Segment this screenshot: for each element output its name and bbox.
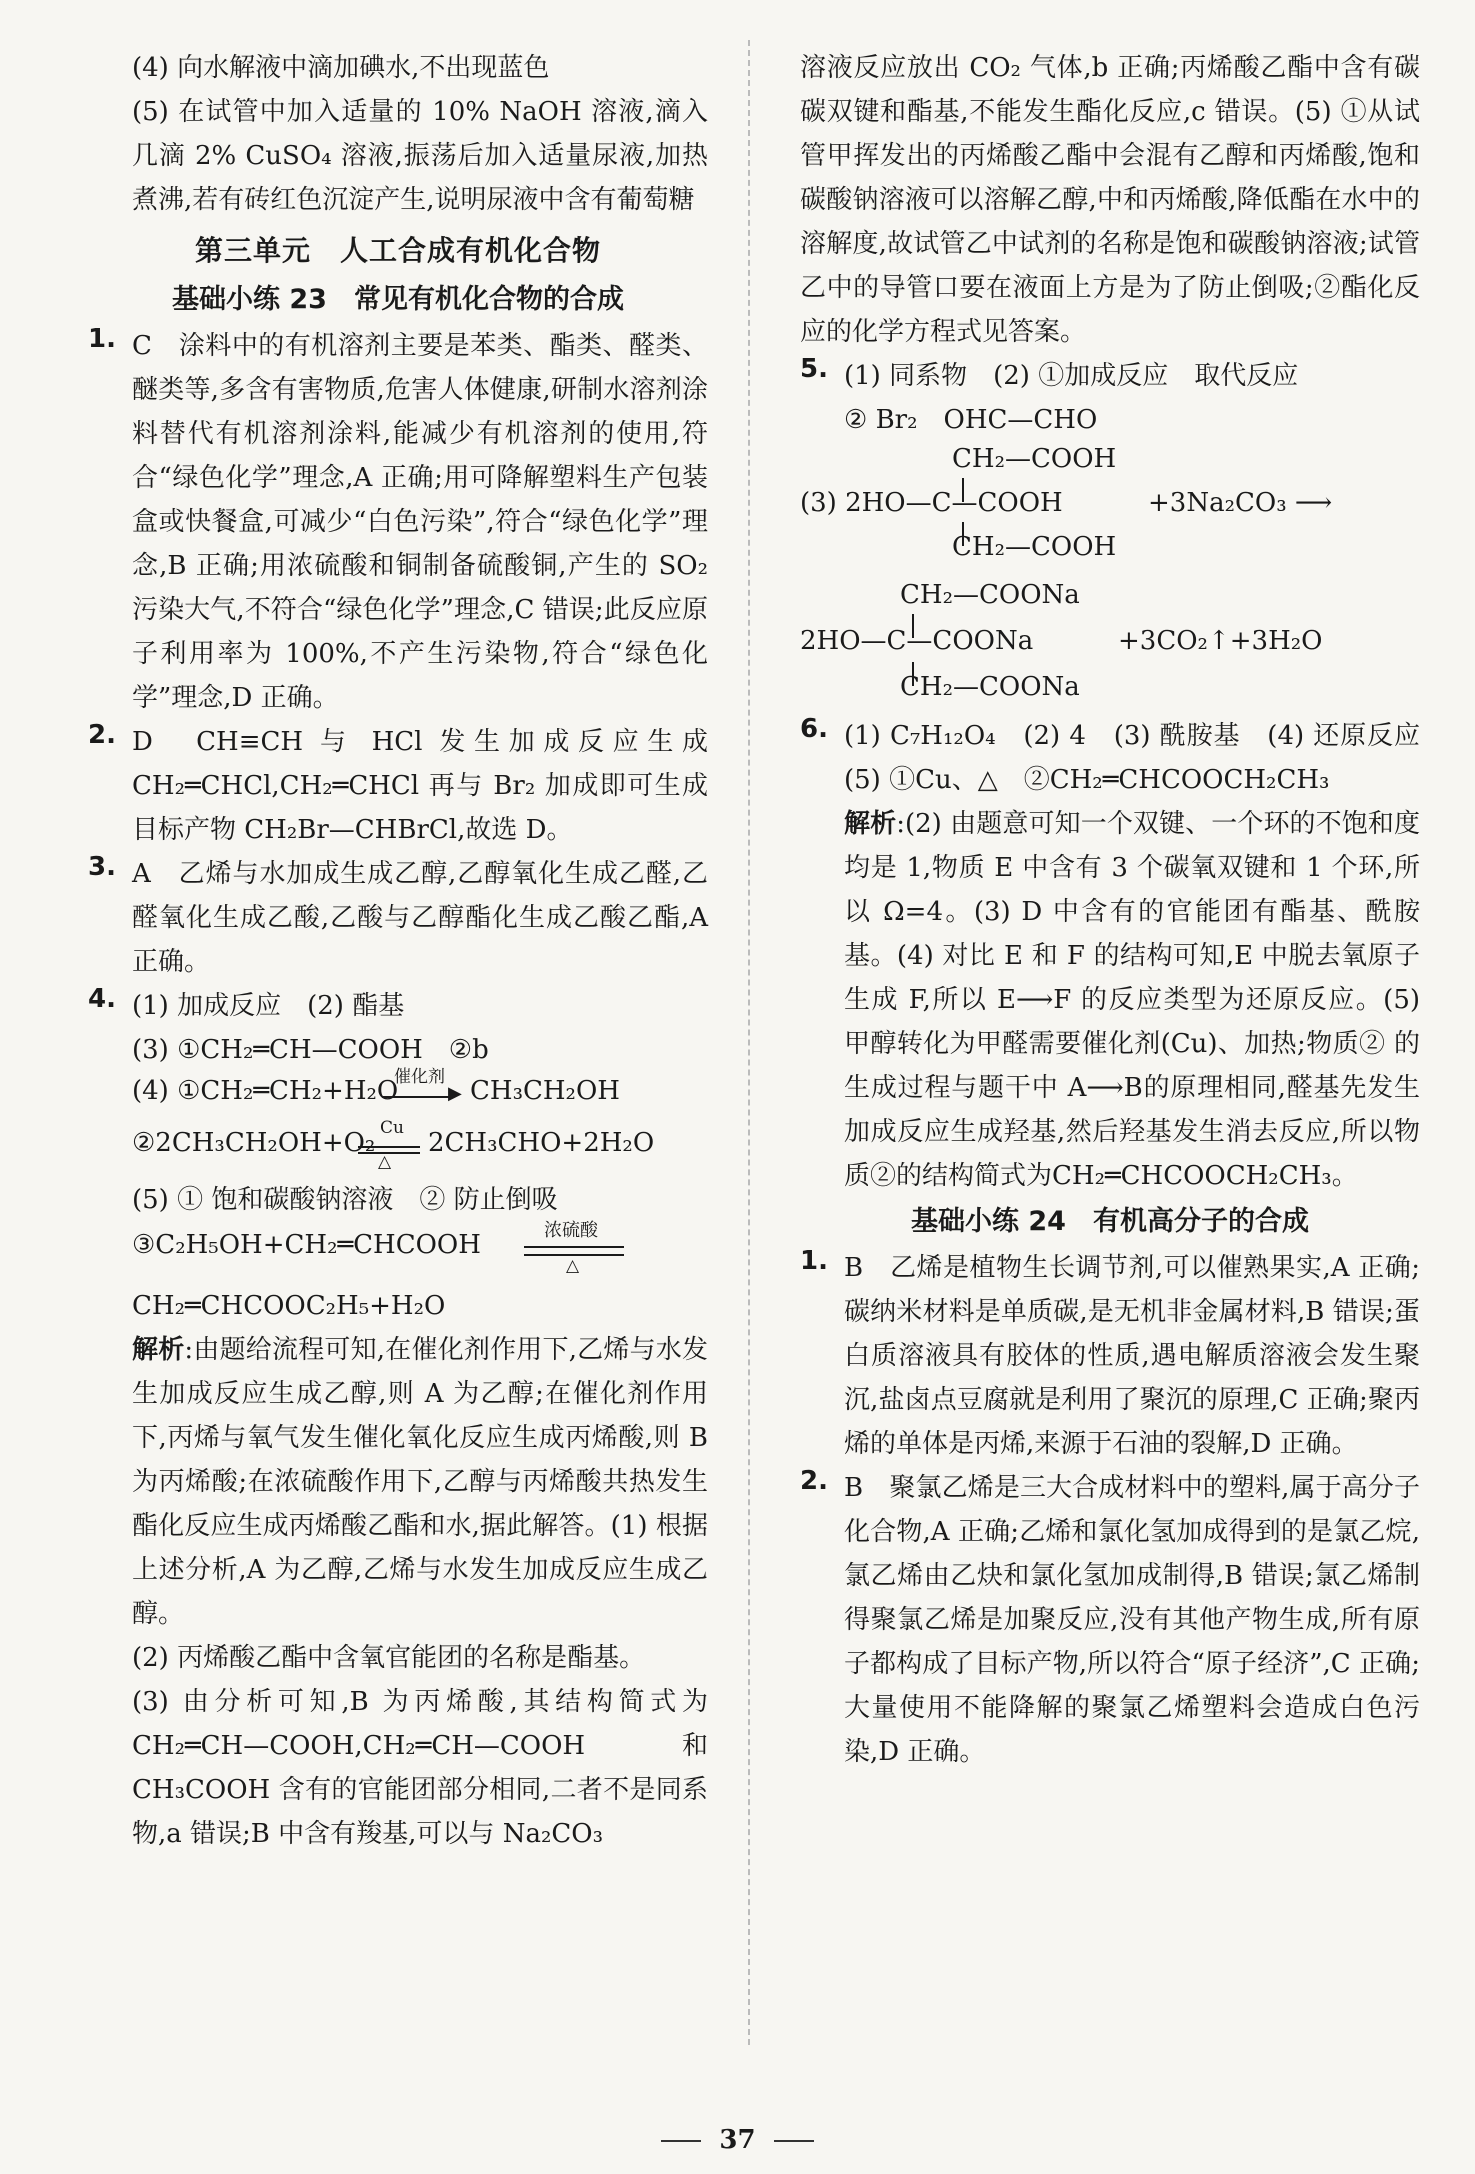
formula-middle-right: +3Na₂CO₃ ⟶	[1148, 488, 1333, 518]
prev-answer-4: (4) 向水解液中滴加碘水,不出现蓝色	[132, 53, 550, 83]
answer-number: 1.	[88, 324, 116, 354]
equation-products: 2CH₃CHO+2H₂O	[428, 1128, 655, 1158]
equation-ethanol	[132, 1067, 708, 1122]
right-column	[800, 46, 1447, 1774]
section-title-24: 基础小练 24 有机高分子的合成	[911, 1206, 1309, 1237]
equation-reactants: ②2CH₃CH₂OH+O₂	[132, 1128, 376, 1158]
reaction-condition: △	[566, 1256, 580, 1276]
answer-line: ② Br₂ OHC—CHO	[844, 405, 1098, 435]
answer-number: 2.	[88, 720, 116, 750]
formula-middle-right: +3CO₂↑+3H₂O	[1118, 626, 1323, 656]
analysis-text: (3) 由分析可知,B 为丙烯酸,其结构简式为 CH₂═CH—COOH,CH₂═CH—COOH 和 CH₃COOH 含有的官能团部分相同,二者不是同系物,a 错误;B 中含有羧基,可以与 Na₂CO₃	[132, 1687, 708, 1849]
page-number-dash	[774, 2140, 814, 2142]
page-number-dash	[661, 2140, 701, 2142]
formula-bottom: CH₂—COOH	[952, 532, 1117, 562]
reaction-condition: Cu	[380, 1118, 404, 1138]
formula-middle: 2HO—C—COONa	[800, 626, 1034, 656]
equation-esterification	[132, 1222, 708, 1284]
answer-2	[88, 720, 708, 852]
answer-number: 6.	[800, 714, 828, 744]
reaction-condition: 催化剂	[394, 1067, 445, 1087]
page-number: 37	[0, 2125, 1475, 2155]
formula-middle: (3) 2HO—C—COOH	[800, 488, 1063, 518]
formula-top: CH₂—COONa	[900, 580, 1080, 610]
answer-line: (5) ① 饱和碳酸钠溶液 ② 防止倒吸	[132, 1185, 558, 1215]
answer-text: (1) C₇H₁₂O₄ (2) 4 (3) 酰胺基 (4) 还原反应 (5) ①Cu、△ ②CH₂═CHCOOCH₂CH₃	[844, 721, 1447, 795]
answer-number: 2.	[800, 1466, 828, 1496]
analysis-text: 解析:由题给流程可知,在催化剂作用下,乙烯与水发生加成反应生成乙醇,则 A 为乙醇;在催化剂作用下,丙烯与氧气发生催化氧化反应生成丙烯酸,则 B 为丙烯酸;在浓硫酸作用下,乙醇与丙烯酸共热发生酯化反应生成丙烯酸乙酯和水,据此解答。(1) 根据上述分析,A 为乙醇,乙烯与水发生加成反应生成乙醇。	[132, 1335, 708, 1629]
answer-b1	[800, 1246, 1420, 1466]
section-title-23: 基础小练 23 常见有机化合物的合成	[172, 284, 624, 315]
reaction-condition: △	[378, 1152, 392, 1172]
answer-6	[800, 714, 1447, 1198]
arrow-head: ▶	[448, 1083, 462, 1104]
answer-number: 4.	[88, 984, 116, 1014]
reaction-condition: 浓硫酸	[544, 1220, 598, 1241]
reaction-arrow	[524, 1246, 624, 1248]
answer-line: CH₂═CHCOOC₂H₅+H₂O	[132, 1291, 446, 1321]
continued-analysis: 溶液反应放出 CO₂ 气体,b 正确;丙烯酸乙酯中含有碳碳双键和酯基,不能发生酯化反应,c 错误。(5) ①从试管甲挥发出的丙烯酸乙酯中会混有乙醇和丙烯酸,饱和碳酸钠溶液可以溶解乙醇,中和丙烯酸,降低酯在水中的溶解度,故试管乙中试剂的名称是饱和碳酸钠溶液;试管乙中的导管口要在液面上方是为了防止倒吸;②酯化反应的化学方程式见答案。	[800, 53, 1420, 347]
formula-bottom: CH₂—COONa	[900, 672, 1080, 702]
structural-formula-product	[800, 578, 1420, 714]
answer-text: B 乙烯是植物生长调节剂,可以催熟果实,A 正确;碳纳米材料是单质碳,是无机非金属材料,B 错误;蛋白质溶液具有胶体的性质,遇电解质溶液会发生聚沉,盐卤点豆腐就是利用了聚沉的原理,C 正确;聚丙烯的单体是丙烯,来源于石油的裂解,D 正确。	[844, 1253, 1420, 1459]
analysis-label: 解析	[844, 809, 897, 839]
equation-reactants: (4) ①CH₂═CH₂+H₂O	[132, 1076, 399, 1106]
answer-line: (1) 加成反应 (2) 酯基	[132, 991, 405, 1021]
analysis-label: 解析	[132, 1335, 185, 1365]
answer-number: 5.	[800, 354, 828, 384]
formula-top: CH₂—COOH	[952, 444, 1117, 474]
analysis-text: 解析:(2) 由题意可知一个双键、一个环的不饱和度均是 1,物质 E 中含有 3 个碳氧双键和 1 个环,所以 Ω=4。(3) D 中含有的官能团有酯基、酰胺基。(4) 对比 E 和 F 的结构可知,E 中脱去氧原子生成 F,所以 E⟶F 的反应类型为还原反应。(5) 甲醇转化为甲醛需要催化剂(Cu)、加热;物质② 的生成过程与题干中 A⟶B的原理相同,醛基先发生加成反应生成羟基,然后羟基发生消去反应,所以物质②的结构简式为CH₂═CHCOOCH₂CH₃。	[844, 809, 1420, 1191]
answer-b2	[800, 1466, 1420, 1774]
column-divider	[748, 40, 750, 2045]
equation-acetaldehyde	[132, 1118, 708, 1178]
answer-text: D CH≡CH 与 HCl 发生加成反应生成 CH₂═CHCl,CH₂═CHCl 再与 Br₂ 加成即可生成目标产物 CH₂Br—CHBrCl,故选 D。	[132, 727, 708, 845]
prev-answer-5: (5) 在试管中加入适量的 10% NaOH 溶液,滴入几滴 2% CuSO₄ 溶液,振荡后加入适量尿液,加热煮沸,若有砖红色沉淀产生,说明尿液中含有葡萄糖	[132, 97, 708, 215]
structural-formula-reactant	[800, 442, 1420, 572]
answer-5	[800, 354, 1420, 714]
answer-3	[88, 852, 708, 984]
answer-4	[88, 984, 708, 1856]
answer-text: B 聚氯乙烯是三大合成材料中的塑料,属于高分子化合物,A 正确;乙烯和氯化氢加成得到的是氯乙烷,氯乙烯由乙炔和氯化氢加成制得,B 错误;氯乙烯制得聚氯乙烯是加聚反应,没有其他产物生成,所有原子都构成了目标产物,所以符合“原子经济”,C 正确;大量使用不能降解的聚氯乙烯塑料会造成白色污染,D 正确。	[844, 1473, 1420, 1767]
left-column	[88, 46, 708, 1856]
answer-number: 1.	[800, 1246, 828, 1276]
reaction-arrow	[382, 1096, 452, 1098]
answer-line: (3) ①CH₂═CH—COOH ②b	[132, 1035, 489, 1065]
equation-reactants: ③C₂H₅OH+CH₂═CHCOOH	[132, 1230, 481, 1260]
unit-title: 第三单元 人工合成有机化合物	[194, 234, 601, 267]
reaction-arrow	[358, 1146, 420, 1148]
answer-text: A 乙烯与水加成生成乙醇,乙醇氧化生成乙醛,乙醛氧化生成乙酸,乙酸与乙醇酯化生成乙酸乙酯,A 正确。	[132, 859, 708, 977]
answer-1	[88, 324, 708, 720]
analysis-text: (2) 丙烯酸乙酯中含氧官能团的名称是酯基。	[132, 1643, 646, 1673]
answer-number: 3.	[88, 852, 116, 882]
answer-text: C 涂料中的有机溶剂主要是苯类、酯类、醛类、醚类等,多含有害物质,危害人体健康,研制水溶剂涂料替代有机溶剂涂料,能减少有机溶剂的使用,符合“绿色化学”理念,A 正确;用可降解塑料生产包装盒或快餐盒,可减少“白色污染”,符合“绿色化学”理念,B 正确;用浓硫酸和铜制备硫酸铜,产生的 SO₂ 污染大气,不符合“绿色化学”理念,C 错误;此反应原子利用率为 100%,不产生污染物,符合“绿色化学”理念,D 正确。	[132, 331, 708, 713]
answer-line: (1) 同系物 (2) ①加成反应 取代反应	[844, 361, 1299, 391]
equation-products: CH₃CH₂OH	[470, 1076, 620, 1106]
